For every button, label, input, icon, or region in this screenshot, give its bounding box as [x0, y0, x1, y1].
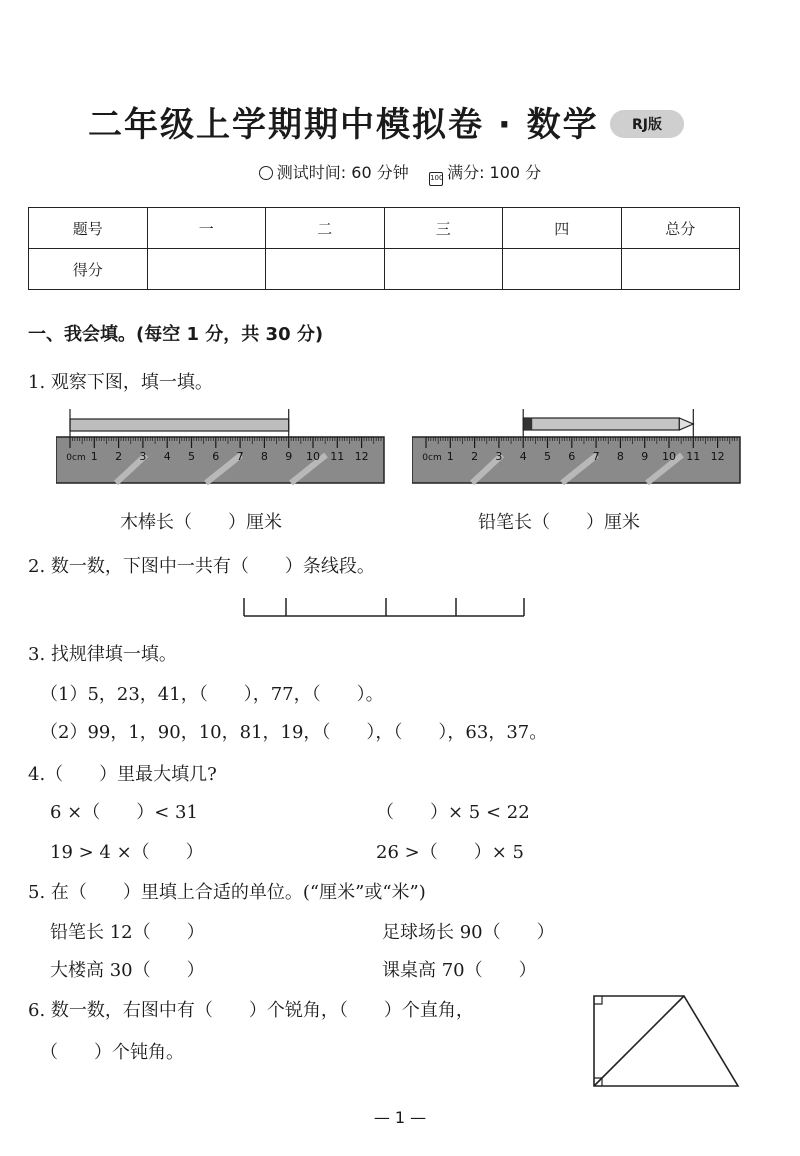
ruler-number: 6	[568, 450, 576, 463]
edition-badge: RJ版	[610, 110, 684, 138]
page-title: 二年级上学期期中模拟卷 · 数学	[88, 105, 599, 145]
ruler-number: 12	[354, 450, 369, 463]
trapezoid-figure	[588, 990, 746, 1094]
ruler-number: 0cm	[66, 453, 86, 463]
score-input-cell[interactable]	[266, 249, 385, 290]
line-segment-figure	[240, 596, 530, 622]
unit-blank-d[interactable]: 课桌高 70（ ）	[382, 960, 537, 981]
question-2: 2. 数一数，下图中一共有（ ）条线段。	[28, 556, 375, 577]
ruler-number: 7	[236, 450, 244, 463]
score-table-cell: 四	[503, 208, 622, 249]
ruler-number: 12	[710, 450, 725, 463]
pencil	[523, 418, 679, 430]
score-table-header-row	[29, 208, 740, 249]
score-input-cell[interactable]	[621, 249, 740, 290]
score-table-cell: 题号	[29, 208, 148, 249]
exam-meta	[0, 160, 800, 186]
ruler-stick-figure	[56, 405, 386, 487]
pencil-end	[523, 418, 532, 430]
inequality-b[interactable]: （ ）× 5 < 22	[376, 802, 530, 823]
score-input-cell[interactable]	[384, 249, 503, 290]
right-angle-mark	[594, 996, 602, 1004]
ruler-number: 4	[519, 450, 527, 463]
ruler-number: 11	[686, 450, 701, 463]
question-3: 3. 找规律填一填。	[28, 644, 177, 665]
stopwatch-icon	[259, 166, 273, 180]
trapezoid	[594, 996, 738, 1086]
ruler-number: 10	[306, 450, 320, 463]
ruler-number: 3	[139, 450, 147, 463]
score-table	[28, 207, 740, 290]
score-row-label: 得分	[29, 249, 148, 290]
ruler-number: 9	[285, 450, 293, 463]
score-table-cell: 三	[384, 208, 503, 249]
stick-length-blank[interactable]: 木棒长（ ）厘米	[120, 512, 282, 533]
question-5: 5. 在（ ）里填上合适的单位。(“厘米”或“米”)	[28, 882, 426, 903]
ruler-pencil-figure	[412, 405, 742, 487]
ruler-number: 7	[592, 450, 600, 463]
score-table-score-row	[29, 249, 740, 290]
ruler-number: 5	[544, 450, 551, 463]
inequality-c[interactable]: 19 > 4 ×（ ）	[50, 842, 204, 863]
ruler-number: 4	[163, 450, 171, 463]
question-4: 4.（ ）里最大填几?	[28, 764, 217, 785]
question-1: 1. 观察下图，填一填。	[28, 372, 213, 393]
unit-blank-b[interactable]: 足球场长 90（ ）	[382, 922, 555, 943]
pattern-2[interactable]: （2）99，1，90，10，81，19，（ ），（ ），63，37。	[40, 722, 548, 743]
score-table-cell: 总分	[621, 208, 740, 249]
inequality-a[interactable]: 6 ×（ ）< 31	[50, 802, 198, 823]
diagonal	[594, 996, 684, 1086]
ruler-number: 1	[446, 450, 454, 463]
title-row	[0, 100, 800, 160]
ruler-number: 8	[616, 450, 624, 463]
ruler-number: 10	[662, 450, 676, 463]
pencil-tip	[679, 418, 693, 430]
time-label: 测试时间: 60 分钟	[276, 163, 409, 182]
question-6-cont[interactable]: （ ）个钝角。	[40, 1042, 184, 1063]
unit-blank-a[interactable]: 铅笔长 12（ ）	[50, 922, 205, 943]
ruler-number: 0cm	[422, 453, 442, 463]
question-6[interactable]: 6. 数一数，右图中有（ ）个锐角，（ ）个直角，	[28, 1000, 474, 1021]
score-input-cell[interactable]	[503, 249, 622, 290]
score-table-cell: 二	[266, 208, 385, 249]
ruler-number: 5	[188, 450, 195, 463]
score-table-cell: 一	[147, 208, 266, 249]
inequality-d[interactable]: 26 >（ ）× 5	[376, 842, 524, 863]
ruler-number: 8	[260, 450, 268, 463]
ruler-number: 2	[471, 450, 479, 463]
pencil-length-blank[interactable]: 铅笔长（ ）厘米	[478, 512, 640, 533]
ruler-number: 3	[495, 450, 503, 463]
ruler-number: 1	[90, 450, 98, 463]
ruler-number: 6	[212, 450, 220, 463]
ruler-number: 2	[115, 450, 123, 463]
ruler-number: 11	[330, 450, 345, 463]
score-input-cell[interactable]	[147, 249, 266, 290]
score-icon: 100	[429, 172, 443, 186]
score-label: 满分: 100 分	[447, 163, 542, 182]
page-number: — 1 —	[373, 1108, 427, 1127]
section-heading: 一、我会填。(每空 1 分，共 30 分)	[28, 324, 324, 345]
unit-blank-c[interactable]: 大楼高 30（ ）	[50, 960, 205, 981]
ruler-number: 9	[641, 450, 649, 463]
pattern-1[interactable]: （1）5，23，41，（ ），77，（ ）。	[40, 684, 384, 705]
wood-stick	[70, 419, 289, 431]
